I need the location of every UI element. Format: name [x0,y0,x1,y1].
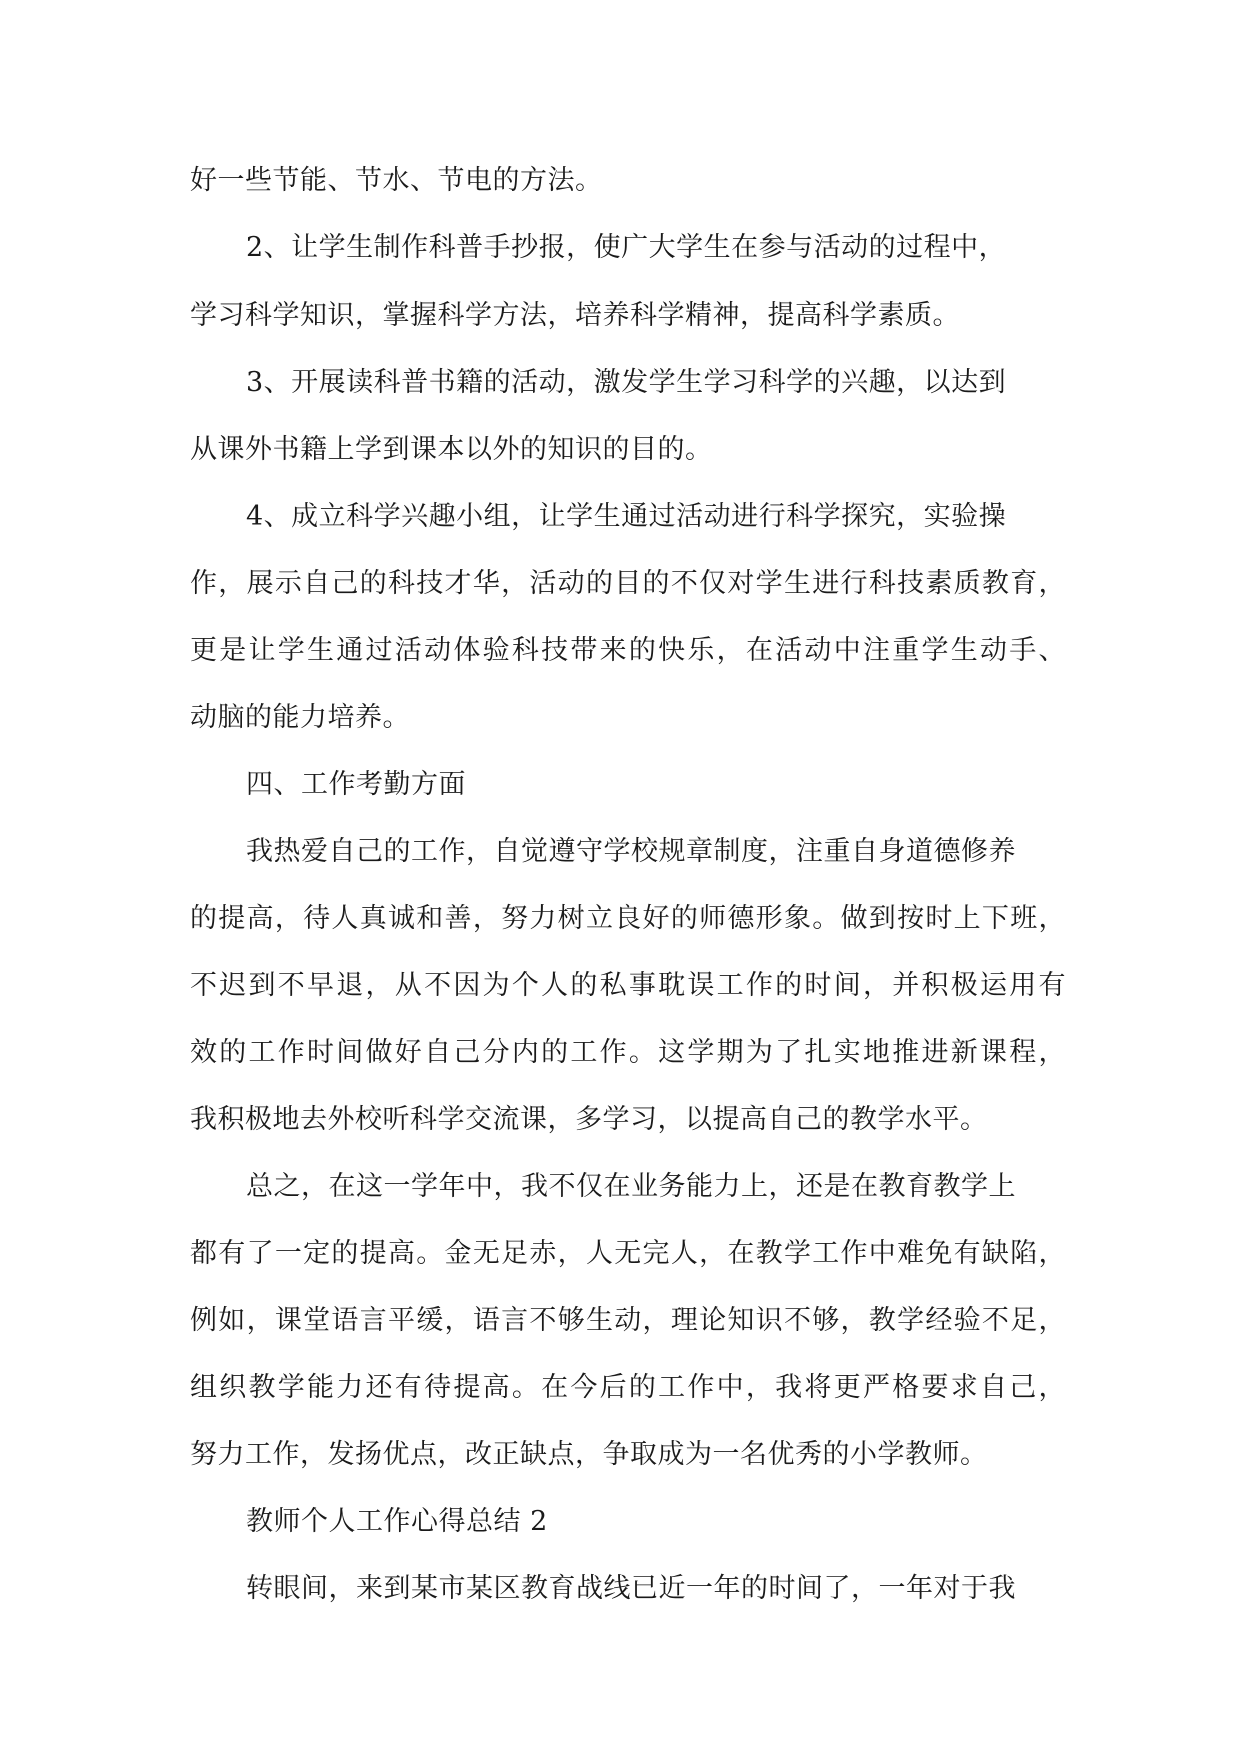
text-line: 3、开展读科普书籍的活动，激发学生学习科学的兴趣，以达到 [246,367,1007,398]
text-line: 努力工作，发扬优点，改正缺点，争取成为一名优秀的小学教师。 [190,1439,988,1470]
text-line: 我热爱自己的工作，自觉遵守学校规章制度，注重自身道德修养 [246,836,1016,867]
text-line: 总之，在这一学年中，我不仅在业务能力上，还是在教育教学上 [246,1171,1016,1202]
text-line: 转眼间，来到某市某区教育战线已近一年的时间了，一年对于我 [246,1573,1016,1604]
text-line: 学习科学知识，掌握科学方法，培养科学精神，提高科学素质。 [190,300,960,331]
text-line: 4、成立科学兴趣小组，让学生通过活动进行科学探究，实验操 [246,501,1007,532]
text-line: 动脑的能力培养。 [190,702,410,733]
text-line: 更是让学生通过活动体验科技带来的快乐，在活动中注重学生动手、 [190,635,1066,666]
section-heading: 四、工作考勤方面 [246,769,466,800]
section-heading: 教师个人工作心得总结 2 [246,1506,548,1537]
text-line: 从课外书籍上学到课本以外的知识的目的。 [190,434,713,465]
text-line: 的提高，待人真诚和善，努力树立良好的师德形象。做到按时上下班， [190,903,1066,934]
text-line: 都有了一定的提高。金无足赤，人无完人，在教学工作中难免有缺陷， [190,1238,1066,1269]
text-line: 例如，课堂语言平缓，语言不够生动，理论知识不够，教学经验不足， [190,1305,1066,1336]
text-line: 我积极地去外校听科学交流课，多学习，以提高自己的教学水平。 [190,1104,988,1135]
text-line: 作，展示自己的科技才华，活动的目的不仅对学生进行科技素质教育， [190,568,1066,599]
text-line: 效的工作时间做好自己分内的工作。这学期为了扎实地推进新课程， [190,1037,1066,1068]
text-line: 组织教学能力还有待提高。在今后的工作中，我将更严格要求自己， [190,1372,1066,1403]
text-line: 不迟到不早退，从不因为个人的私事耽误工作的时间，并积极运用有 [190,970,1066,1001]
text-line: 好一些节能、节水、节电的方法。 [190,165,603,196]
text-line: 2、让学生制作科普手抄报，使广大学生在参与活动的过程中， [246,232,1007,263]
